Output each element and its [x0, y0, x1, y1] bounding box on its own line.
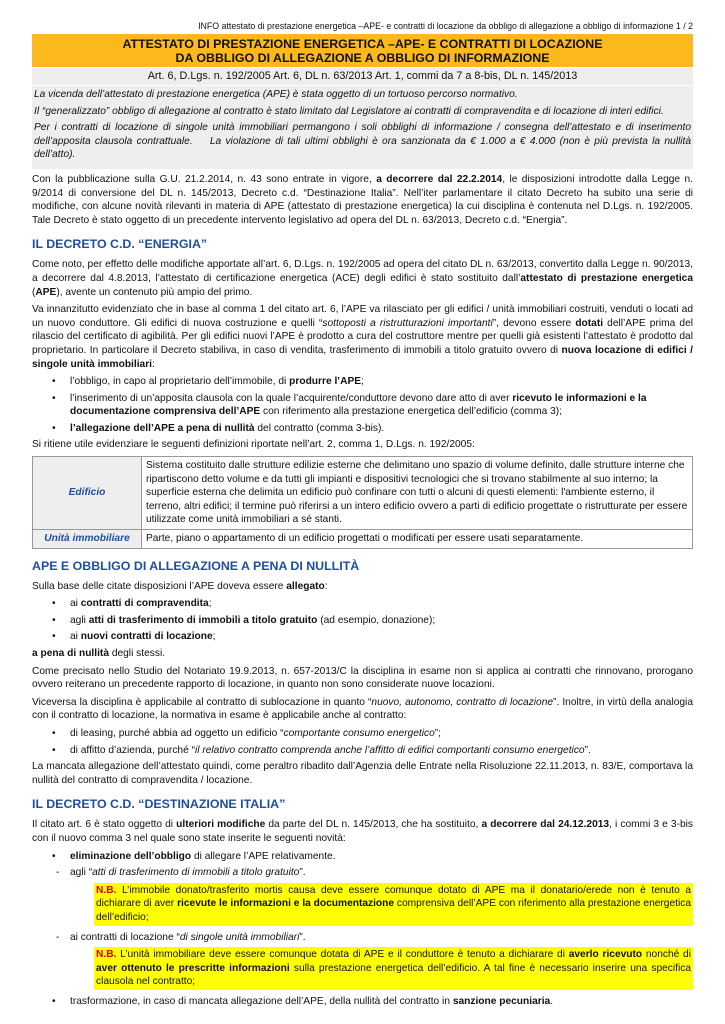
list-item: • eliminazione dell’obbligo di allegare l’APE relativamente.	[70, 850, 693, 864]
body-paragraph: a pena di nullità degli stessi.	[32, 648, 166, 659]
body-paragraph: La mancata allegazione dell’attestato quindi, come peraltro ribadito dall’Agenzia delle Entrate nella Risoluzione 22.11.2013, n. 83/E, comportava la nullità del contratto di compravendita / locazione.	[32, 761, 693, 786]
running-header: INFO attestato di prestazione energetica –APE- e contratti di locazione da obbligo di allegazione a obbligo di informazione 1 / 2	[198, 21, 693, 31]
definition-term: Edificio	[33, 457, 142, 530]
obligations-list	[32, 375, 693, 435]
analogy-list	[32, 727, 693, 757]
body-paragraph: Va innanzitutto evidenziato che in base al comma 1 del citato art. 6, l’APE va rilasciato per gli edifici / unità immobiliari costruiti, venduti o locati ad un nuovo conduttore. Gli edifici di nuova costruzione e quelli “sottoposti a ristrutturazioni importanti”, devono essere dotati dell’APE prima del rilascio del certificato di agibilità. Per gli edifici nuovi l’APE è prodotto a cura del costruttore mentre per quelli già esistenti l’attestato è prodotto dal proprietario. In particolare il Decreto stabiliva, in caso di vendita, trasferimento di immobili a titolo gratuito ovvero di nuova locazione di edifici / singole unità immobiliari:	[32, 304, 693, 370]
list-item: • agli atti di trasferimento di immobili a titolo gratuito (ad esempio, donazione);	[70, 614, 693, 628]
intro-paragraph: Il “generalizzato” obbligo di allegazione al contratto è stato limitato dal Legislatore ai contratti di compravendita e di locazione di interi edifici.	[34, 105, 664, 117]
contracts-list	[32, 597, 693, 644]
list-item: • ai contratti di compravendita;	[70, 597, 693, 611]
body-paragraph: Sulla base delle citate disposizioni l’APE doveva essere allegato:	[32, 580, 328, 592]
title-banner	[32, 34, 693, 67]
intro-paragraph: Per i contratti di locazione di singole unità immobiliari permangono i soli obblighi di informazione / consegna dell’attestato e di inserimento dell’apposita clausola contrattuale. La violazione di tali ultimi obblighi è ora sanzionata da € 1.000 a € 4.000 (non è più prevista la nullità dell’atto).	[34, 122, 691, 161]
body-paragraph: Si ritiene utile evidenziare le seguenti definizioni riportate nell’art. 2, comma 1, D.Lgs. n. 192/2005:	[32, 439, 475, 451]
legal-references: Art. 6, D.Lgs. n. 192/2005 Art. 6, DL n. 63/2013 Art. 1, commi da 7 a 8-bis, DL n. 145/2013	[32, 68, 693, 85]
section-heading-allegazione: APE E OBBLIGO DI ALLEGAZIONE A PENA DI NULLITÀ	[32, 558, 360, 573]
list-item: • trasformazione, in caso di mancata allegazione dell’APE, della nullità del contratto in sanzione pecuniaria.	[70, 995, 693, 1009]
novelties-list	[32, 850, 693, 864]
body-paragraph: Viceversa la disciplina è applicabile al contratto di sublocazione in quanto “nuovo, autonomo, contratto di locazione”. Inoltre, in virtù della analogia con il contratto di locazione, la normativa in esame è applicabile anche al contratto:	[32, 696, 693, 722]
section-heading-energia: IL DECRETO C.D. “ENERGIA”	[32, 237, 208, 252]
definition-text: Sistema costituito dalle strutture edilizie esterne che delimitano uno spazio di volume definito, dalle strutture interne che ripartiscono detto volume e da tutti gli impianti e dispositivi tecnologici che si trovano stabilmente al suo interno; la superficie esterna che delimita un edificio può confinare con tutti o alcuni di questi elementi: l'ambiente esterno, il terreno, altri edifici; il termine può riferirsi a un intero edificio ovvero a parti di edificio progettate o ristrutturate per essere utilizzate come unità immobiliari a sé stanti.	[142, 457, 693, 530]
list-item: • l’inserimento di un’apposita clausola con la quale l’acquirente/conduttore devono dare atto di aver ricevuto le informazioni e la documentazione comprensiva dell’APE con riferimento alla prestazione energetica dell’edificio (comma 3);	[70, 392, 693, 419]
definitions-table	[32, 456, 693, 549]
title-line-2: DA OBBLIGO DI ALLEGAZIONE A OBBLIGO DI INFORMAZIONE	[175, 51, 550, 65]
title-line-1: ATTESTATO DI PRESTAZIONE ENERGETICA –APE- E CONTRATTI DI LOCAZIONE	[122, 37, 603, 51]
list-item: • l’obbligo, in capo al proprietario dell’immobile, di produrre l’APE;	[70, 375, 693, 389]
body-paragraph: Con la pubblicazione sulla G.U. 21.2.2014, n. 43 sono entrate in vigore, a decorrere dal 22.2.2014, le disposizioni introdotte dalla Legge n. 9/2014 di conversione del DL n. 145/2013, Decreto c.d. “Destinazione Italia”. Nell’iter parlamentare il citato Decreto ha subito una serie di modifiche, con alcune novità rilevanti in materia di APE (attestato di prestazione energetica) la cui disciplina è contenuta nel D.Lgs. n. 192/2005. Tale Decreto è stato oggetto di un precedente intervento legislativo ad opera del DL n. 63/2013, Decreto c.d. “Energia”.	[32, 173, 694, 226]
section-heading-destinazione-italia: IL DECRETO C.D. “DESTINAZIONE ITALIA”	[32, 797, 286, 812]
list-item: - ai contratti di locazione “di singole unità immobiliari”.	[70, 931, 693, 945]
document-page	[32, 0, 693, 1011]
intro-box	[32, 86, 693, 169]
list-item: • di affitto d’azienda, purché “il relativo contratto comprenda anche l’affitto di edifici comportanti consumo energetico”.	[70, 744, 693, 758]
list-item: - agli “atti di trasferimento di immobili a titolo gratuito”.	[70, 866, 693, 880]
list-item: • l’allegazione dell’APE a pena di nullità del contratto (comma 3-bis).	[70, 422, 693, 436]
body-paragraph: Il citato art. 6 è stato oggetto di ulteriori modifiche da parte del DL n. 145/2013, che ha sostituito, a decorrere dal 24.12.2013, i commi 3 e 3-bis con il nuovo comma 3 nel quale sono state inserite le seguenti novità:	[32, 819, 693, 844]
list-item: • di leasing, purché abbia ad oggetto un edificio “comportante consumo energetico”;	[70, 727, 693, 741]
intro-paragraph: La vicenda dell’attestato di prestazione energetica (APE) è stata oggetto di un tortuoso percorso normativo.	[34, 89, 518, 100]
note-box: N.B. L’immobile donato/trasferito mortis causa deve essere comunque dotato di APE ma il donatario/erede non è tenuto a dichiarare di aver ricevute le informazioni e la documentazione comprensiva dell’APE con riferimento alla prestazione energetica dell’edificio;	[94, 883, 693, 926]
table-row	[33, 457, 693, 530]
list-item: • ai nuovi contratti di locazione;	[70, 630, 693, 644]
note-box: N.B. L’unità immobiliare deve essere comunque dotata di APE e il conduttore è tenuto a dichiarare di averlo ricevuto nonché di aver ottenuto le prescritte informazioni sulla prestazione energetica dell’edificio. A tal fine è necessario inserire una specifica clausola nel contratto;	[94, 947, 693, 990]
definition-text: Parte, piano o appartamento di un edificio progettati o modificati per essere usati separatamente.	[142, 530, 693, 549]
sub-list	[32, 866, 693, 880]
table-row	[33, 530, 693, 549]
body-paragraph: Come noto, per effetto delle modifiche apportate all’art. 6, D.Lgs. n. 192/2005 ad opera del citato DL n. 63/2013, convertito dalla Legge n. 90/2013, a decorrere dal 4.8.2013, l’attestato di certificazione energetica (ACE) degli edifici è stato sostituito dall’attestato di prestazione energetica (APE), avente un contenuto più ampio del primo.	[32, 259, 693, 298]
definition-term: Unità immobiliare	[33, 530, 142, 549]
sub-list	[32, 931, 693, 945]
novelties-list	[32, 995, 693, 1009]
body-paragraph: Come precisato nello Studio del Notariato 19.9.2013, n. 657-2013/C la disciplina in esame non si applica ai contratti che rinnovano, prorogano ovvero reiterano un precedente rapporto di locazione, in quanto non sono considerate nuove locazioni.	[32, 665, 693, 691]
